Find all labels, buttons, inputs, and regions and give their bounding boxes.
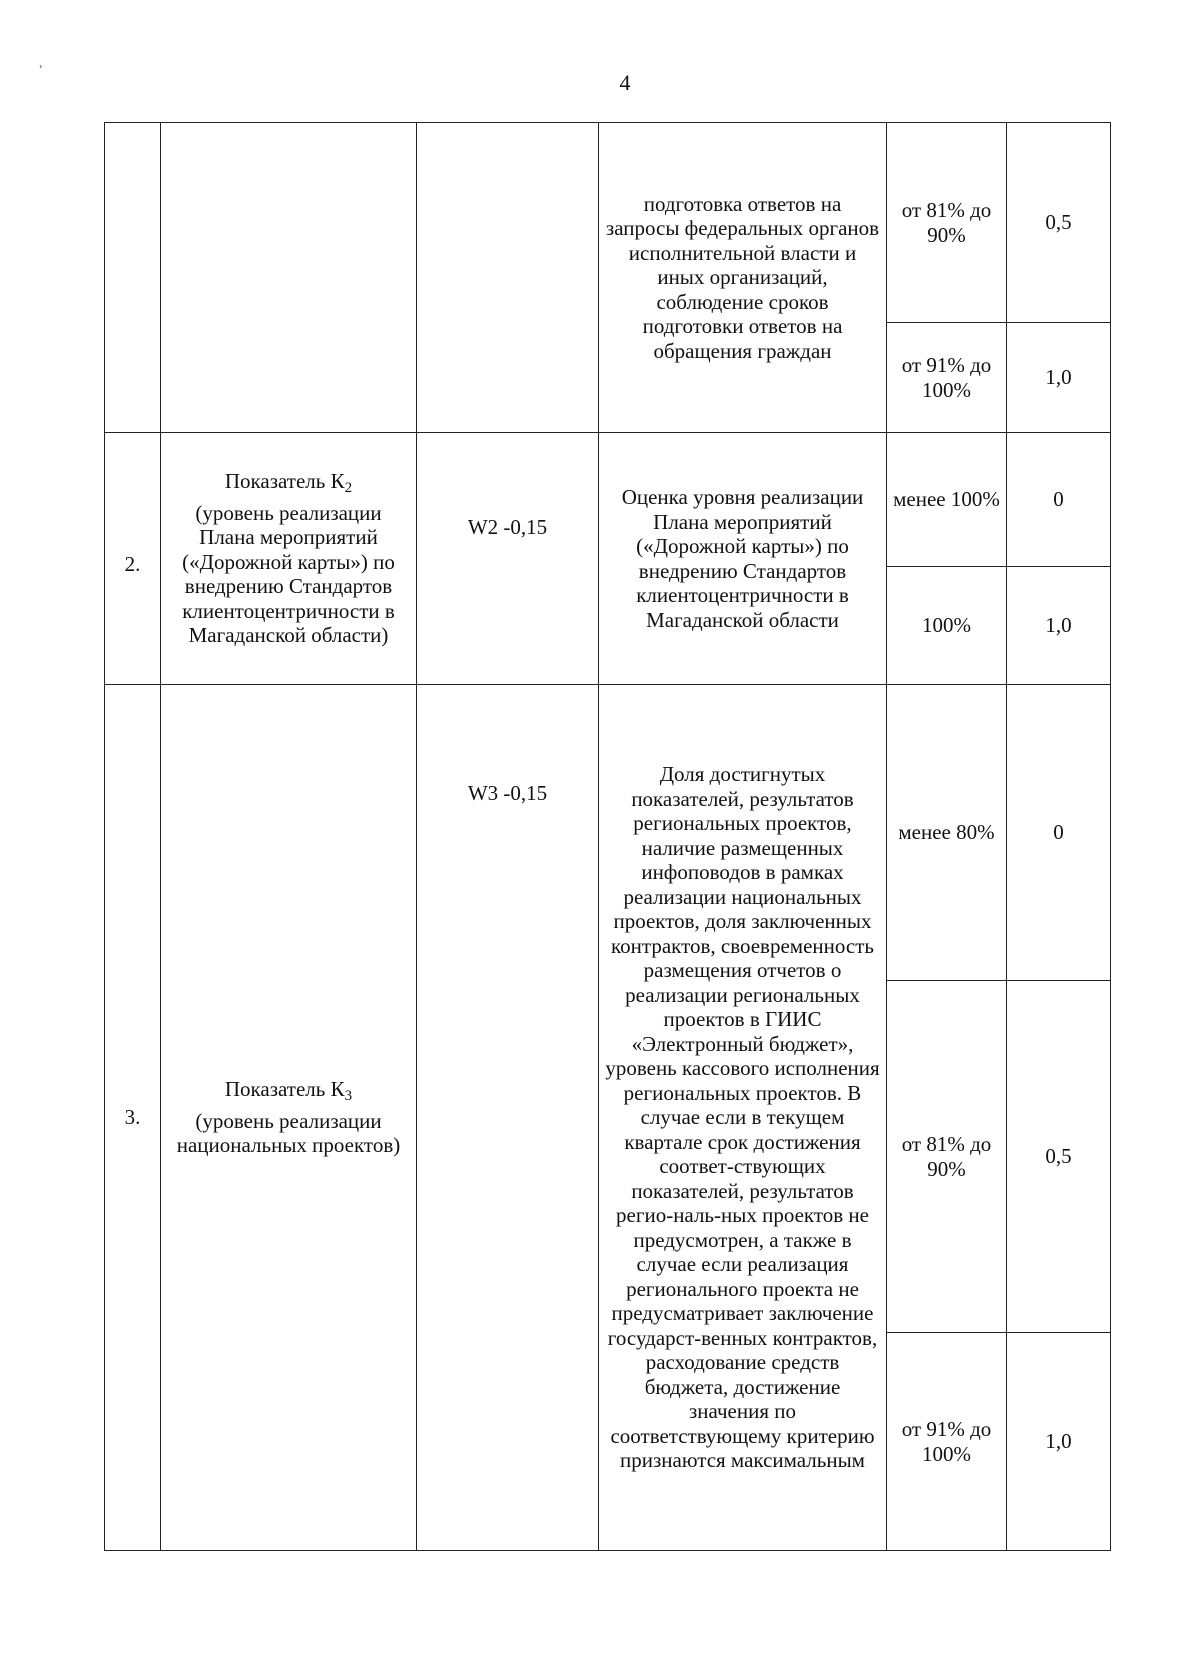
scan-speck: ˒ [38,56,44,73]
indicator-description: (уровень реализации Плана мероприятий («Дорожной карты») по внедрению Стандартов клиентоцентричности в Магаданской области) [182,500,395,648]
indicator-description: (уровень реализации национальных проектов) [176,1108,401,1158]
range-cell: от 91% до 100% [887,1333,1007,1551]
row-number: 3. [105,685,161,1551]
score-cell: 0 [1007,433,1111,567]
weight-cell [417,123,599,433]
indicator-cell [161,433,417,685]
score-cell: 0,5 [1007,981,1111,1333]
range-cell: менее 80% [887,685,1007,981]
range-cell: менее 100% [887,433,1007,567]
table-row [105,685,1111,981]
criteria-cell: Доля достигнутых показателей, результатов региональных проектов, наличие размещенных инфоповодов в рамках реализации национальных проектов, доля заключенных контрактов, своевременность размещения отчетов о реализации региональных проектов в ГИИС «Электронный бюджет», уровень кассового исполнения региональных проектов. В случае если в текущем квартале срок достижения соответ-ствующих показателей, результатов регио-наль-ных проектов не предусмотрен, а также в случае если реализация регионального проекта не предусматривает заключение государст-венных контрактов, расходование средств бюджета, достижение значения по соответствующему критерию признаются максимальным [599,685,887,1551]
row-number: 2. [105,433,161,685]
score-cell: 1,0 [1007,323,1111,433]
criteria-table [104,122,1111,1551]
criteria-cell: Оценка уровня реализации Плана мероприятий («Дорожной карты») по внедрению Стандартов клиентоцентричности в Магаданской области [599,433,887,685]
table-row [105,123,1111,323]
indicator-subscript: 2 [344,480,353,497]
indicator-cell [161,123,417,433]
weight-value: W2 -0,15 [417,433,599,685]
score-cell: 0 [1007,685,1111,981]
score-cell: 1,0 [1007,567,1111,685]
range-cell: от 81% до 90% [887,123,1007,323]
indicator-name: Показатель К [224,469,345,494]
range-cell: от 91% до 100% [887,323,1007,433]
indicator-cell [161,685,417,1551]
score-cell: 0,5 [1007,123,1111,323]
indicator-subscript: 3 [344,1088,353,1105]
criteria-cell: подготовка ответов на запросы федеральных органов исполнительной власти и иных организаций, соблюдение сроков подготовки ответов на обращения граждан [599,123,887,433]
row-number-cell [105,123,161,433]
weight-value: W3 -0,15 [417,685,599,1551]
indicator-name: Показатель К [224,1077,345,1102]
score-cell: 1,0 [1007,1333,1111,1551]
range-cell: от 81% до 90% [887,981,1007,1333]
page-number: 4 [619,70,631,95]
range-cell: 100% [887,567,1007,685]
table-row [105,433,1111,567]
